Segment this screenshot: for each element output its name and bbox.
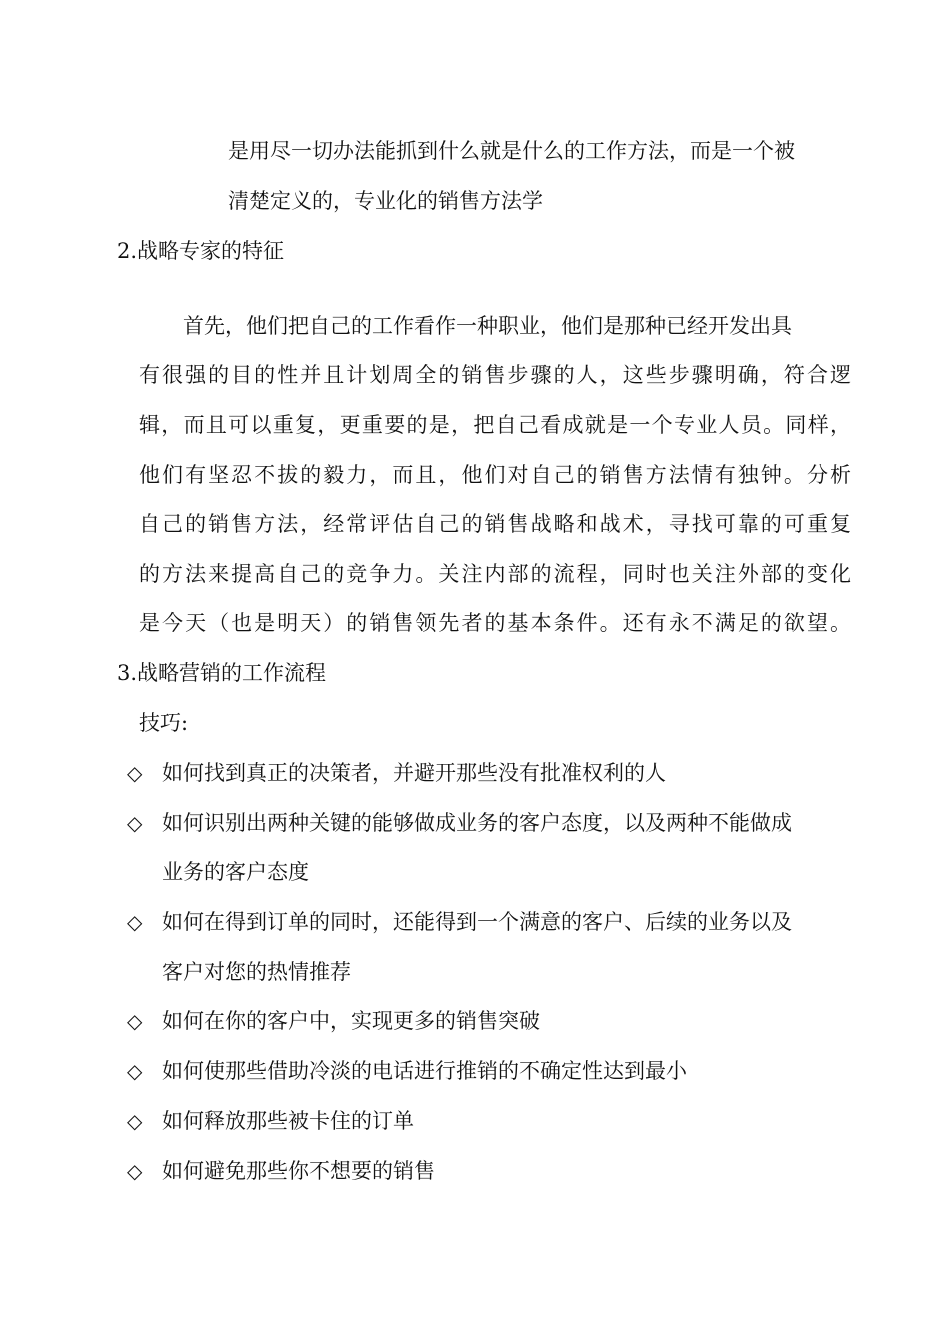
bullet-item: 如何释放那些被卡住的订单 <box>162 1109 414 1133</box>
bullet-item: 如何使那些借助冷淡的电话进行推销的不确定性达到最小 <box>162 1059 687 1083</box>
bullet-item: 如何在你的客户中，实现更多的销售突破 <box>162 1009 540 1033</box>
diamond-bullet-icon: ◇ <box>127 1059 143 1083</box>
diamond-bullet-icon: ◇ <box>127 811 143 835</box>
diamond-bullet-icon: ◇ <box>127 761 143 785</box>
subheading: 技巧: <box>139 711 189 735</box>
paragraph-line: 辑，而且可以重复，更重要的是，把自己看成就是一个专业人员。同样， <box>139 413 851 437</box>
paragraph-line: 他们有坚忍不拔的毅力，而且，他们对自己的销售方法情有独钟。分析 <box>139 463 851 487</box>
paragraph-line: 首先，他们把自己的工作看作一种职业，他们是那种已经开发出具 <box>183 314 792 338</box>
section-heading: 3.战略营销的工作流程 <box>117 661 327 685</box>
bullet-item: 如何在得到订单的同时，还能得到一个满意的客户、后续的业务以及 <box>162 910 792 934</box>
paragraph-line: 的方法来提高自己的竞争力。关注内部的流程，同时也关注外部的变化 <box>139 562 851 586</box>
diamond-bullet-icon: ◇ <box>127 1109 143 1133</box>
diamond-bullet-icon: ◇ <box>127 910 143 934</box>
paragraph-line: 是今天（也是明天）的销售领先者的基本条件。还有永不满足的欲望。 <box>139 611 851 635</box>
paragraph-line: 有很强的目的性并且计划周全的销售步骤的人，这些步骤明确，符合逻 <box>139 363 851 387</box>
bullet-item: 如何避免那些你不想要的销售 <box>162 1159 435 1183</box>
section-heading: 2.战略专家的特征 <box>117 239 285 263</box>
bullet-item-continuation: 业务的客户态度 <box>162 860 309 884</box>
bullet-item: 如何识别出两种关键的能够做成业务的客户态度，以及两种不能做成 <box>162 811 792 835</box>
diamond-bullet-icon: ◇ <box>127 1009 143 1033</box>
intro-line: 是用尽一切办法能抓到什么就是什么的工作方法，而是一个被 <box>228 139 795 163</box>
bullet-item: 如何找到真正的决策者，并避开那些没有批准权利的人 <box>162 761 666 785</box>
bullet-item-continuation: 客户对您的热情推荐 <box>162 960 351 984</box>
diamond-bullet-icon: ◇ <box>127 1159 143 1183</box>
intro-line: 清楚定义的，专业化的销售方法学 <box>228 189 543 213</box>
paragraph-line: 自己的销售方法，经常评估自己的销售战略和战术，寻找可靠的可重复 <box>139 512 851 536</box>
